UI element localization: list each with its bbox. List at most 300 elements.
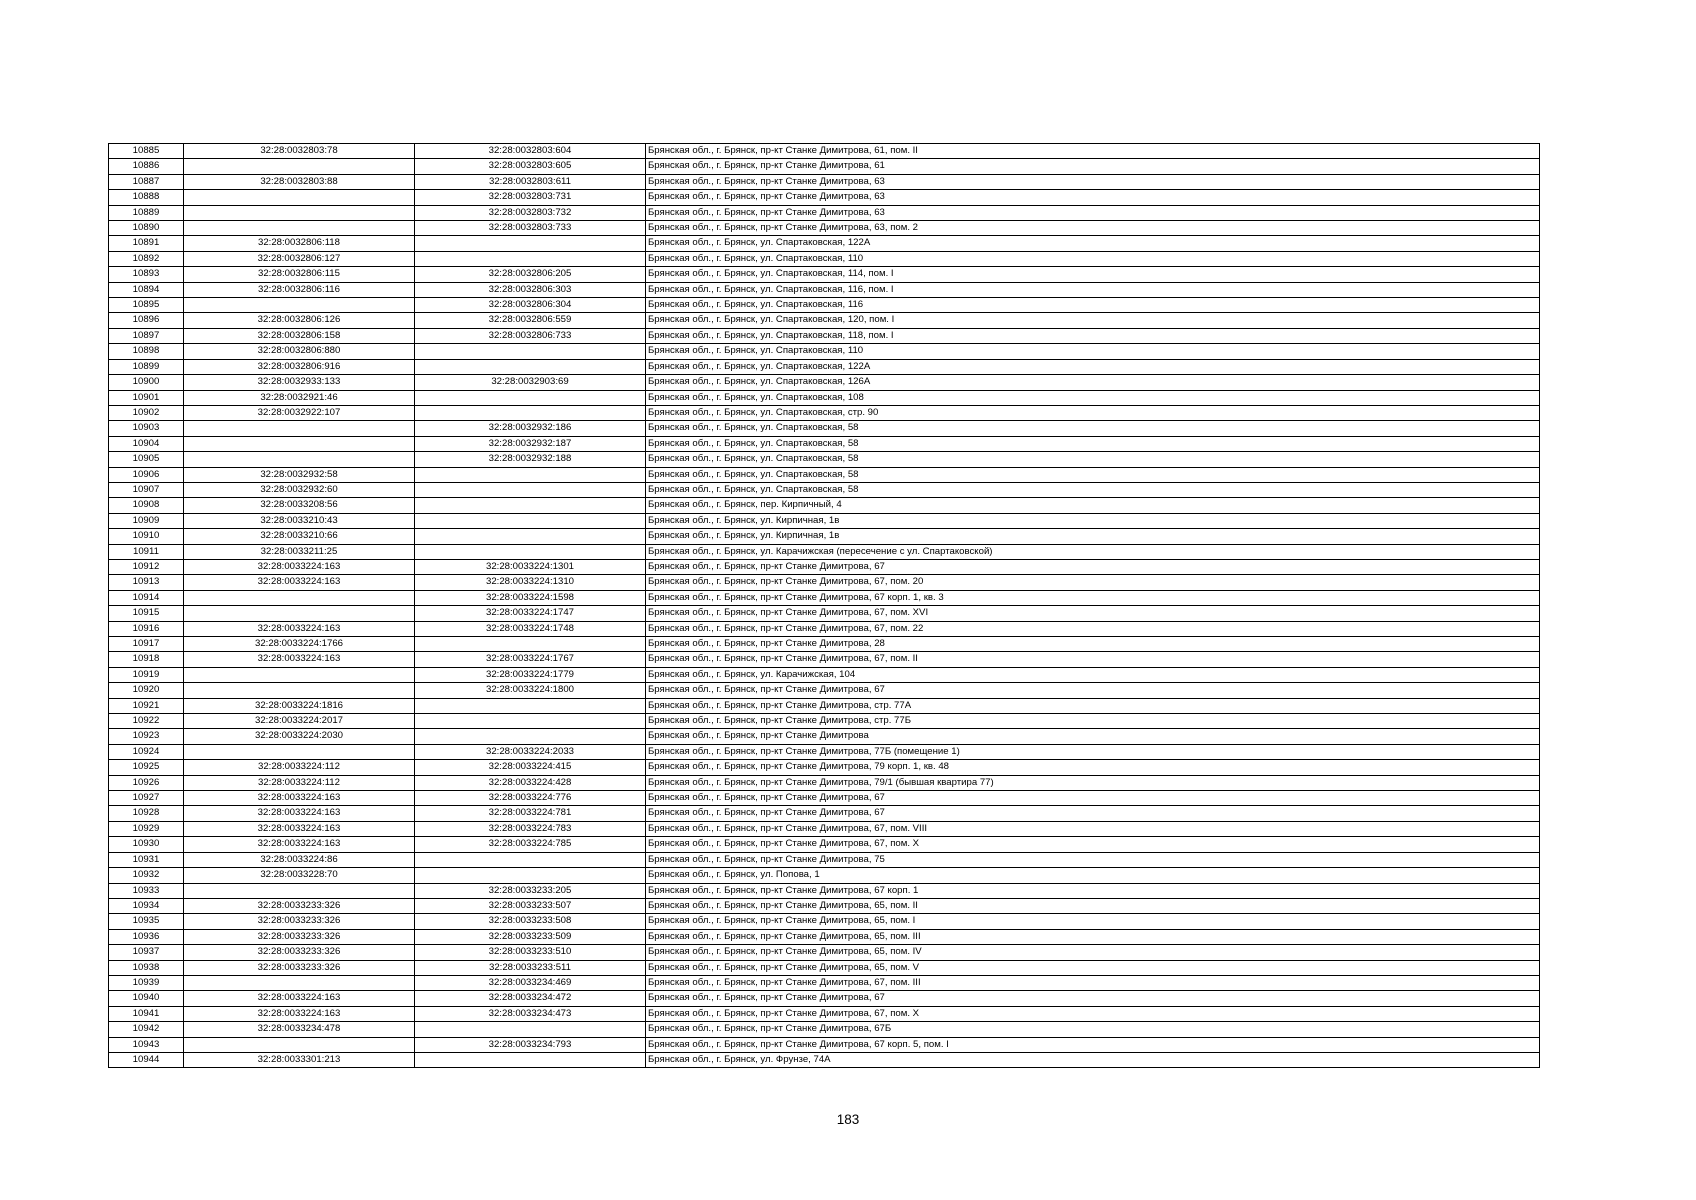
object-cadastral-number-cell: 32:28:0032806:205	[415, 267, 646, 282]
land-cadastral-number-cell: 32:28:0032932:60	[184, 482, 415, 497]
table-row	[109, 791, 1540, 806]
object-cadastral-number-cell: 32:28:0033233:510	[415, 945, 646, 960]
table-row	[109, 637, 1540, 652]
row-number-cell: 10911	[109, 544, 184, 559]
land-cadastral-number-cell: 32:28:0033224:112	[184, 760, 415, 775]
land-cadastral-number-cell: 32:28:0033224:163	[184, 1006, 415, 1021]
address-cell: Брянская обл., г. Брянск, пр-кт Станке Димитрова, 67	[646, 991, 1540, 1006]
address-cell: Брянская обл., г. Брянск, пр-кт Станке Димитрова, 75	[646, 852, 1540, 867]
row-number-cell: 10917	[109, 637, 184, 652]
address-cell: Брянская обл., г. Брянск, пр-кт Станке Димитрова, 67 корп. 1, кв. 3	[646, 590, 1540, 605]
address-cell: Брянская обл., г. Брянск, пр-кт Станке Димитрова, 61, пом. II	[646, 144, 1540, 159]
table-row	[109, 821, 1540, 836]
address-cell: Брянская обл., г. Брянск, пр-кт Станке Димитрова, 63	[646, 174, 1540, 189]
object-cadastral-number-cell: 32:28:0033234:469	[415, 975, 646, 990]
land-cadastral-number-cell	[184, 683, 415, 698]
row-number-cell: 10925	[109, 760, 184, 775]
address-cell: Брянская обл., г. Брянск, ул. Спартаковская, 122А	[646, 236, 1540, 251]
row-number-cell: 10893	[109, 267, 184, 282]
object-cadastral-number-cell: 32:28:0032803:731	[415, 190, 646, 205]
table-row	[109, 667, 1540, 682]
table-row	[109, 898, 1540, 913]
table-row	[109, 1022, 1540, 1037]
table-row	[109, 590, 1540, 605]
object-cadastral-number-cell: 32:28:0033233:507	[415, 898, 646, 913]
address-cell: Брянская обл., г. Брянск, пр-кт Станке Димитрова, 65, пом. V	[646, 960, 1540, 975]
land-cadastral-number-cell: 32:28:0033210:43	[184, 513, 415, 528]
row-number-cell: 10932	[109, 868, 184, 883]
land-cadastral-number-cell	[184, 606, 415, 621]
land-cadastral-number-cell: 32:28:0032806:115	[184, 267, 415, 282]
object-cadastral-number-cell: 32:28:0032803:605	[415, 159, 646, 174]
land-cadastral-number-cell: 32:28:0033224:2017	[184, 714, 415, 729]
address-cell: Брянская обл., г. Брянск, пр-кт Станке Димитрова, 65, пом. III	[646, 929, 1540, 944]
table-row	[109, 236, 1540, 251]
row-number-cell: 10907	[109, 482, 184, 497]
address-cell: Брянская обл., г. Брянск, пр-кт Станке Димитрова, 65, пом. IV	[646, 945, 1540, 960]
row-number-cell: 10898	[109, 344, 184, 359]
table-row	[109, 190, 1540, 205]
table-row	[109, 267, 1540, 282]
table-row	[109, 498, 1540, 513]
row-number-cell: 10933	[109, 883, 184, 898]
row-number-cell: 10922	[109, 714, 184, 729]
land-cadastral-number-cell: 32:28:0033224:2030	[184, 729, 415, 744]
table-row	[109, 421, 1540, 436]
land-cadastral-number-cell: 32:28:0032806:116	[184, 282, 415, 297]
table-row	[109, 914, 1540, 929]
land-cadastral-number-cell	[184, 883, 415, 898]
row-number-cell: 10940	[109, 991, 184, 1006]
land-cadastral-number-cell: 32:28:0032803:88	[184, 174, 415, 189]
object-cadastral-number-cell: 32:28:0033224:415	[415, 760, 646, 775]
address-cell: Брянская обл., г. Брянск, пр-кт Станке Димитрова, 63, пом. 2	[646, 221, 1540, 236]
address-cell: Брянская обл., г. Брянск, пр-кт Станке Димитрова, 67, пом. II	[646, 652, 1540, 667]
land-cadastral-number-cell: 32:28:0033224:163	[184, 652, 415, 667]
land-cadastral-number-cell: 32:28:0033233:326	[184, 929, 415, 944]
row-number-cell: 10943	[109, 1037, 184, 1052]
table-row	[109, 606, 1540, 621]
land-cadastral-number-cell: 32:28:0032933:133	[184, 375, 415, 390]
address-cell: Брянская обл., г. Брянск, ул. Спартаковская, 118, пом. I	[646, 328, 1540, 343]
land-cadastral-number-cell	[184, 452, 415, 467]
address-cell: Брянская обл., г. Брянск, ул. Фрунзе, 74А	[646, 1052, 1540, 1067]
object-cadastral-number-cell: 32:28:0033224:428	[415, 775, 646, 790]
land-cadastral-number-cell: 32:28:0033234:478	[184, 1022, 415, 1037]
object-cadastral-number-cell: 32:28:0033224:781	[415, 806, 646, 821]
row-number-cell: 10885	[109, 144, 184, 159]
row-number-cell: 10936	[109, 929, 184, 944]
row-number-cell: 10942	[109, 1022, 184, 1037]
land-cadastral-number-cell: 32:28:0033224:163	[184, 806, 415, 821]
land-cadastral-number-cell: 32:28:0032803:78	[184, 144, 415, 159]
row-number-cell: 10906	[109, 467, 184, 482]
table-row	[109, 344, 1540, 359]
table-row	[109, 1006, 1540, 1021]
row-number-cell: 10916	[109, 621, 184, 636]
object-cadastral-number-cell	[415, 698, 646, 713]
object-cadastral-number-cell	[415, 637, 646, 652]
land-cadastral-number-cell: 32:28:0033224:112	[184, 775, 415, 790]
address-cell: Брянская обл., г. Брянск, пр-кт Станке Димитрова, 28	[646, 637, 1540, 652]
row-number-cell: 10887	[109, 174, 184, 189]
table-row	[109, 328, 1540, 343]
object-cadastral-number-cell: 32:28:0033233:511	[415, 960, 646, 975]
table-row	[109, 482, 1540, 497]
object-cadastral-number-cell	[415, 390, 646, 405]
object-cadastral-number-cell	[415, 852, 646, 867]
land-cadastral-number-cell	[184, 159, 415, 174]
registry-table-body	[109, 144, 1540, 1068]
object-cadastral-number-cell	[415, 1052, 646, 1067]
row-number-cell: 10914	[109, 590, 184, 605]
object-cadastral-number-cell	[415, 714, 646, 729]
table-row	[109, 575, 1540, 590]
object-cadastral-number-cell	[415, 344, 646, 359]
address-cell: Брянская обл., г. Брянск, ул. Спартаковская, 58	[646, 482, 1540, 497]
table-row	[109, 513, 1540, 528]
object-cadastral-number-cell: 32:28:0033224:1779	[415, 667, 646, 682]
address-cell: Брянская обл., г. Брянск, пр-кт Станке Димитрова, 67	[646, 791, 1540, 806]
address-cell: Брянская обл., г. Брянск, ул. Спартаковская, 110	[646, 344, 1540, 359]
address-cell: Брянская обл., г. Брянск, пр-кт Станке Димитрова, 79 корп. 1, кв. 48	[646, 760, 1540, 775]
row-number-cell: 10913	[109, 575, 184, 590]
object-cadastral-number-cell: 32:28:0032932:186	[415, 421, 646, 436]
table-row	[109, 760, 1540, 775]
row-number-cell: 10889	[109, 205, 184, 220]
address-cell: Брянская обл., г. Брянск, пр-кт Станке Димитрова, 67	[646, 683, 1540, 698]
land-cadastral-number-cell: 32:28:0033224:1816	[184, 698, 415, 713]
row-number-cell: 10896	[109, 313, 184, 328]
table-row	[109, 806, 1540, 821]
object-cadastral-number-cell: 32:28:0032803:604	[415, 144, 646, 159]
address-cell: Брянская обл., г. Брянск, ул. Кирпичная, 1в	[646, 529, 1540, 544]
row-number-cell: 10908	[109, 498, 184, 513]
table-row	[109, 436, 1540, 451]
land-cadastral-number-cell	[184, 298, 415, 313]
address-cell: Брянская обл., г. Брянск, ул. Карачижская, 104	[646, 667, 1540, 682]
address-cell: Брянская обл., г. Брянск, пр-кт Станке Димитрова, 67 корп. 5, пом. I	[646, 1037, 1540, 1052]
object-cadastral-number-cell	[415, 467, 646, 482]
land-cadastral-number-cell	[184, 975, 415, 990]
land-cadastral-number-cell: 32:28:0032921:46	[184, 390, 415, 405]
row-number-cell: 10927	[109, 791, 184, 806]
object-cadastral-number-cell: 32:28:0032806:304	[415, 298, 646, 313]
object-cadastral-number-cell	[415, 498, 646, 513]
row-number-cell: 10919	[109, 667, 184, 682]
table-row	[109, 698, 1540, 713]
land-cadastral-number-cell: 32:28:0032806:126	[184, 313, 415, 328]
table-row	[109, 868, 1540, 883]
table-row	[109, 359, 1540, 374]
address-cell: Брянская обл., г. Брянск, пр-кт Станке Димитрова, стр. 77Б	[646, 714, 1540, 729]
table-row	[109, 929, 1540, 944]
table-row	[109, 852, 1540, 867]
object-cadastral-number-cell: 32:28:0033234:473	[415, 1006, 646, 1021]
land-cadastral-number-cell: 32:28:0033224:1766	[184, 637, 415, 652]
object-cadastral-number-cell	[415, 544, 646, 559]
address-cell: Брянская обл., г. Брянск, ул. Спартаковская, 58	[646, 467, 1540, 482]
row-number-cell: 10912	[109, 559, 184, 574]
table-row	[109, 945, 1540, 960]
address-cell: Брянская обл., г. Брянск, ул. Спартаковская, 126А	[646, 375, 1540, 390]
table-row	[109, 714, 1540, 729]
object-cadastral-number-cell: 32:28:0032932:188	[415, 452, 646, 467]
table-row	[109, 282, 1540, 297]
land-cadastral-number-cell: 32:28:0033224:163	[184, 991, 415, 1006]
object-cadastral-number-cell	[415, 1022, 646, 1037]
land-cadastral-number-cell: 32:28:0033224:163	[184, 559, 415, 574]
table-row	[109, 144, 1540, 159]
land-cadastral-number-cell	[184, 1037, 415, 1052]
object-cadastral-number-cell: 32:28:0032803:611	[415, 174, 646, 189]
row-number-cell: 10886	[109, 159, 184, 174]
address-cell: Брянская обл., г. Брянск, пр-кт Станке Димитрова, 63	[646, 190, 1540, 205]
table-row	[109, 405, 1540, 420]
object-cadastral-number-cell: 32:28:0033234:472	[415, 991, 646, 1006]
table-row	[109, 775, 1540, 790]
address-cell: Брянская обл., г. Брянск, пр-кт Станке Димитрова, 67, пом. VIII	[646, 821, 1540, 836]
object-cadastral-number-cell: 32:28:0033224:1800	[415, 683, 646, 698]
address-cell: Брянская обл., г. Брянск, ул. Попова, 1	[646, 868, 1540, 883]
object-cadastral-number-cell: 32:28:0033233:205	[415, 883, 646, 898]
row-number-cell: 10902	[109, 405, 184, 420]
address-cell: Брянская обл., г. Брянск, ул. Карачижская (пересечение с ул. Спартаковской)	[646, 544, 1540, 559]
row-number-cell: 10909	[109, 513, 184, 528]
address-cell: Брянская обл., г. Брянск, пр-кт Станке Димитрова, 67	[646, 559, 1540, 574]
land-cadastral-number-cell: 32:28:0033233:326	[184, 898, 415, 913]
object-cadastral-number-cell: 32:28:0033224:1310	[415, 575, 646, 590]
address-cell: Брянская обл., г. Брянск, пр-кт Станке Димитрова, 61	[646, 159, 1540, 174]
table-row	[109, 837, 1540, 852]
object-cadastral-number-cell: 32:28:0032806:559	[415, 313, 646, 328]
land-cadastral-number-cell: 32:28:0033224:163	[184, 837, 415, 852]
land-cadastral-number-cell: 32:28:0033224:86	[184, 852, 415, 867]
land-cadastral-number-cell: 32:28:0033301:213	[184, 1052, 415, 1067]
object-cadastral-number-cell	[415, 729, 646, 744]
table-row	[109, 683, 1540, 698]
land-cadastral-number-cell: 32:28:0033224:163	[184, 621, 415, 636]
table-row	[109, 744, 1540, 759]
row-number-cell: 10928	[109, 806, 184, 821]
address-cell: Брянская обл., г. Брянск, ул. Кирпичная, 1в	[646, 513, 1540, 528]
row-number-cell: 10941	[109, 1006, 184, 1021]
land-cadastral-number-cell	[184, 744, 415, 759]
land-cadastral-number-cell: 32:28:0033224:163	[184, 575, 415, 590]
row-number-cell: 10944	[109, 1052, 184, 1067]
row-number-cell: 10939	[109, 975, 184, 990]
object-cadastral-number-cell: 32:28:0033224:1301	[415, 559, 646, 574]
address-cell: Брянская обл., г. Брянск, пр-кт Станке Димитрова, 67, пом. XVI	[646, 606, 1540, 621]
table-row	[109, 960, 1540, 975]
address-cell: Брянская обл., г. Брянск, ул. Спартаковская, 58	[646, 452, 1540, 467]
object-cadastral-number-cell	[415, 868, 646, 883]
land-cadastral-number-cell	[184, 421, 415, 436]
table-row	[109, 559, 1540, 574]
land-cadastral-number-cell: 32:28:0032806:127	[184, 251, 415, 266]
row-number-cell: 10894	[109, 282, 184, 297]
land-cadastral-number-cell: 32:28:0033233:326	[184, 960, 415, 975]
row-number-cell: 10895	[109, 298, 184, 313]
land-cadastral-number-cell: 32:28:0033228:70	[184, 868, 415, 883]
object-cadastral-number-cell: 32:28:0033224:1598	[415, 590, 646, 605]
land-cadastral-number-cell	[184, 221, 415, 236]
row-number-cell: 10929	[109, 821, 184, 836]
table-row	[109, 313, 1540, 328]
row-number-cell: 10923	[109, 729, 184, 744]
address-cell: Брянская обл., г. Брянск, ул. Спартаковская, 110	[646, 251, 1540, 266]
address-cell: Брянская обл., г. Брянск, ул. Спартаковская, 116, пом. I	[646, 282, 1540, 297]
object-cadastral-number-cell: 32:28:0032803:732	[415, 205, 646, 220]
row-number-cell: 10905	[109, 452, 184, 467]
land-cadastral-number-cell: 32:28:0032806:158	[184, 328, 415, 343]
object-cadastral-number-cell	[415, 359, 646, 374]
land-cadastral-number-cell: 32:28:0033233:326	[184, 914, 415, 929]
table-row	[109, 251, 1540, 266]
object-cadastral-number-cell: 32:28:0032806:303	[415, 282, 646, 297]
row-number-cell: 10903	[109, 421, 184, 436]
table-row	[109, 467, 1540, 482]
address-cell: Брянская обл., г. Брянск, ул. Спартаковская, 122А	[646, 359, 1540, 374]
row-number-cell: 10904	[109, 436, 184, 451]
row-number-cell: 10921	[109, 698, 184, 713]
object-cadastral-number-cell: 32:28:0033224:776	[415, 791, 646, 806]
row-number-cell: 10931	[109, 852, 184, 867]
address-cell: Брянская обл., г. Брянск, пр-кт Станке Димитрова, 67, пом. 20	[646, 575, 1540, 590]
table-row	[109, 529, 1540, 544]
table-row	[109, 544, 1540, 559]
address-cell: Брянская обл., г. Брянск, пр-кт Станке Димитрова, 65, пом. II	[646, 898, 1540, 913]
land-cadastral-number-cell: 32:28:0033208:56	[184, 498, 415, 513]
object-cadastral-number-cell: 32:28:0033224:2033	[415, 744, 646, 759]
address-cell: Брянская обл., г. Брянск, пр-кт Станке Димитрова, 79/1 (бывшая квартира 77)	[646, 775, 1540, 790]
row-number-cell: 10926	[109, 775, 184, 790]
land-cadastral-number-cell: 32:28:0032806:916	[184, 359, 415, 374]
land-cadastral-number-cell: 32:28:0033224:163	[184, 821, 415, 836]
row-number-cell: 10920	[109, 683, 184, 698]
land-cadastral-number-cell: 32:28:0032806:880	[184, 344, 415, 359]
object-cadastral-number-cell: 32:28:0032903:69	[415, 375, 646, 390]
address-cell: Брянская обл., г. Брянск, пр-кт Станке Димитрова	[646, 729, 1540, 744]
table-row	[109, 991, 1540, 1006]
row-number-cell: 10934	[109, 898, 184, 913]
land-cadastral-number-cell: 32:28:0032932:58	[184, 467, 415, 482]
object-cadastral-number-cell	[415, 513, 646, 528]
row-number-cell: 10890	[109, 221, 184, 236]
object-cadastral-number-cell: 32:28:0033224:1767	[415, 652, 646, 667]
table-row	[109, 975, 1540, 990]
row-number-cell: 10891	[109, 236, 184, 251]
object-cadastral-number-cell: 32:28:0033234:793	[415, 1037, 646, 1052]
table-row	[109, 221, 1540, 236]
object-cadastral-number-cell: 32:28:0033224:1747	[415, 606, 646, 621]
object-cadastral-number-cell: 32:28:0033233:508	[415, 914, 646, 929]
land-cadastral-number-cell	[184, 205, 415, 220]
object-cadastral-number-cell	[415, 529, 646, 544]
land-cadastral-number-cell: 32:28:0033224:163	[184, 791, 415, 806]
registry-table	[108, 143, 1540, 1068]
table-row	[109, 652, 1540, 667]
land-cadastral-number-cell	[184, 190, 415, 205]
address-cell: Брянская обл., г. Брянск, пер. Кирпичный, 4	[646, 498, 1540, 513]
object-cadastral-number-cell: 32:28:0032806:733	[415, 328, 646, 343]
land-cadastral-number-cell: 32:28:0033211:25	[184, 544, 415, 559]
land-cadastral-number-cell: 32:28:0032922:107	[184, 405, 415, 420]
object-cadastral-number-cell: 32:28:0033224:1748	[415, 621, 646, 636]
row-number-cell: 10924	[109, 744, 184, 759]
address-cell: Брянская обл., г. Брянск, пр-кт Станке Димитрова, 77Б (помещение 1)	[646, 744, 1540, 759]
object-cadastral-number-cell	[415, 251, 646, 266]
address-cell: Брянская обл., г. Брянск, ул. Спартаковская, 58	[646, 436, 1540, 451]
row-number-cell: 10935	[109, 914, 184, 929]
address-cell: Брянская обл., г. Брянск, пр-кт Станке Димитрова, стр. 77А	[646, 698, 1540, 713]
row-number-cell: 10910	[109, 529, 184, 544]
table-row	[109, 621, 1540, 636]
address-cell: Брянская обл., г. Брянск, ул. Спартаковская, стр. 90	[646, 405, 1540, 420]
row-number-cell: 10888	[109, 190, 184, 205]
land-cadastral-number-cell: 32:28:0033210:66	[184, 529, 415, 544]
land-cadastral-number-cell	[184, 667, 415, 682]
row-number-cell: 10897	[109, 328, 184, 343]
table-row	[109, 205, 1540, 220]
object-cadastral-number-cell: 32:28:0033224:783	[415, 821, 646, 836]
table-row	[109, 159, 1540, 174]
address-cell: Брянская обл., г. Брянск, пр-кт Станке Димитрова, 67, пом. III	[646, 975, 1540, 990]
table-row	[109, 1052, 1540, 1067]
address-cell: Брянская обл., г. Брянск, ул. Спартаковская, 120, пом. I	[646, 313, 1540, 328]
address-cell: Брянская обл., г. Брянск, пр-кт Станке Димитрова, 67, пом. X	[646, 837, 1540, 852]
row-number-cell: 10938	[109, 960, 184, 975]
address-cell: Брянская обл., г. Брянск, ул. Спартаковская, 108	[646, 390, 1540, 405]
land-cadastral-number-cell	[184, 590, 415, 605]
address-cell: Брянская обл., г. Брянск, пр-кт Станке Димитрова, 67 корп. 1	[646, 883, 1540, 898]
row-number-cell: 10915	[109, 606, 184, 621]
object-cadastral-number-cell: 32:28:0032932:187	[415, 436, 646, 451]
address-cell: Брянская обл., г. Брянск, пр-кт Станке Димитрова, 67	[646, 806, 1540, 821]
address-cell: Брянская обл., г. Брянск, пр-кт Станке Димитрова, 63	[646, 205, 1540, 220]
row-number-cell: 10900	[109, 375, 184, 390]
row-number-cell: 10918	[109, 652, 184, 667]
object-cadastral-number-cell	[415, 482, 646, 497]
row-number-cell: 10892	[109, 251, 184, 266]
table-row	[109, 174, 1540, 189]
object-cadastral-number-cell	[415, 236, 646, 251]
object-cadastral-number-cell: 32:28:0033224:785	[415, 837, 646, 852]
address-cell: Брянская обл., г. Брянск, пр-кт Станке Димитрова, 67Б	[646, 1022, 1540, 1037]
row-number-cell: 10930	[109, 837, 184, 852]
address-cell: Брянская обл., г. Брянск, пр-кт Станке Димитрова, 67, пом. 22	[646, 621, 1540, 636]
row-number-cell: 10901	[109, 390, 184, 405]
address-cell: Брянская обл., г. Брянск, ул. Спартаковская, 116	[646, 298, 1540, 313]
address-cell: Брянская обл., г. Брянск, пр-кт Станке Димитрова, 67, пом. X	[646, 1006, 1540, 1021]
object-cadastral-number-cell: 32:28:0033233:509	[415, 929, 646, 944]
table-row	[109, 375, 1540, 390]
row-number-cell: 10937	[109, 945, 184, 960]
table-row	[109, 298, 1540, 313]
table-row	[109, 729, 1540, 744]
address-cell: Брянская обл., г. Брянск, ул. Спартаковская, 114, пом. I	[646, 267, 1540, 282]
object-cadastral-number-cell: 32:28:0032803:733	[415, 221, 646, 236]
table-row	[109, 390, 1540, 405]
land-cadastral-number-cell: 32:28:0032806:118	[184, 236, 415, 251]
table-row	[109, 883, 1540, 898]
page-number: 183	[836, 1112, 860, 1127]
table-row	[109, 452, 1540, 467]
address-cell: Брянская обл., г. Брянск, ул. Спартаковская, 58	[646, 421, 1540, 436]
address-cell: Брянская обл., г. Брянск, пр-кт Станке Димитрова, 65, пом. I	[646, 914, 1540, 929]
land-cadastral-number-cell	[184, 436, 415, 451]
table-row	[109, 1037, 1540, 1052]
